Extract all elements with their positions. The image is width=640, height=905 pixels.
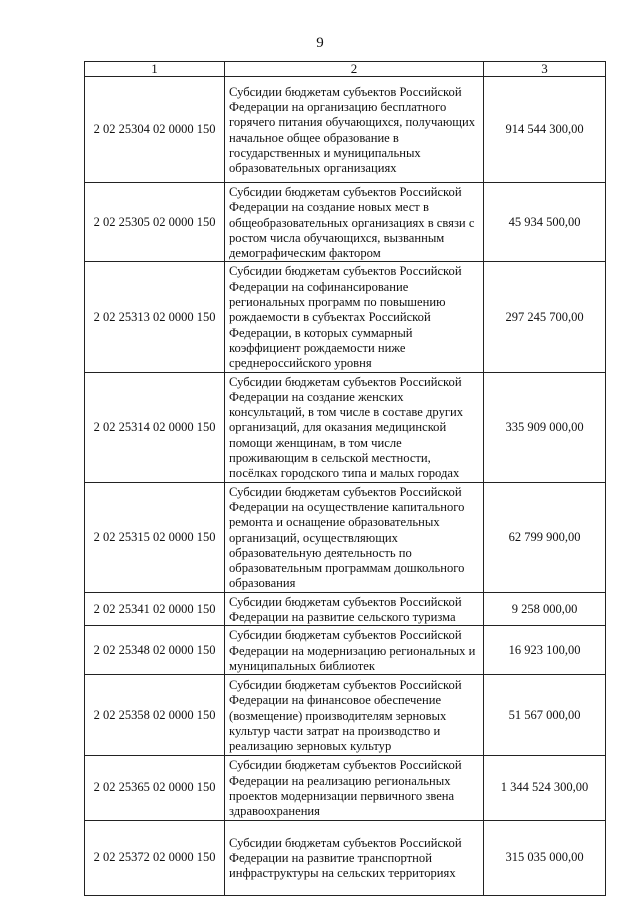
description-cell: Субсидии бюджетам субъектов Российской Федерации на развитие сельского туризма — [225, 592, 484, 626]
income-code-cell: 2 02 25365 02 0000 150 — [85, 756, 225, 820]
table-row — [85, 626, 606, 675]
income-code-cell: 2 02 25372 02 0000 150 — [85, 820, 225, 895]
income-code-cell: 2 02 25304 02 0000 150 — [85, 77, 225, 183]
income-code-cell: 2 02 25314 02 0000 150 — [85, 372, 225, 482]
amount-cell: 1 344 524 300,00 — [484, 756, 606, 820]
table-row — [85, 675, 606, 756]
table-row — [85, 482, 606, 592]
table-row — [85, 820, 606, 895]
amount-cell: 914 544 300,00 — [484, 77, 606, 183]
amount-cell: 62 799 900,00 — [484, 482, 606, 592]
description-cell: Субсидии бюджетам субъектов Российской Федерации на финансовое обеспечение (возмещение) производителям зерновых культур части затрат на производство и реализацию зерновых культур — [225, 675, 484, 756]
amount-cell: 315 035 000,00 — [484, 820, 606, 895]
description-cell: Субсидии бюджетам субъектов Российской Федерации на софинансирование региональных программ по повышению рождаемости в субъектах Российской Федерации, в которых суммарный коэффициент рождаемости ниже среднероссийского уровня — [225, 262, 484, 372]
income-code-cell: 2 02 25313 02 0000 150 — [85, 262, 225, 372]
description-cell: Субсидии бюджетам субъектов Российской Федерации на организацию бесплатного горячего питания обучающихся, получающих начальное общее образование в государственных и муниципальных образовательных организациях — [225, 77, 484, 183]
description-cell: Субсидии бюджетам субъектов Российской Федерации на создание женских консультаций, в том числе в составе других организаций, для оказания медицинской помощи женщинам, в том числе проживающим в сельской местности, посёлках городского типа и малых городах — [225, 372, 484, 482]
amount-cell: 51 567 000,00 — [484, 675, 606, 756]
column-header-amount: 3 — [484, 62, 606, 77]
table-row — [85, 372, 606, 482]
amount-cell: 16 923 100,00 — [484, 626, 606, 675]
table-row — [85, 183, 606, 262]
income-code-cell: 2 02 25315 02 0000 150 — [85, 482, 225, 592]
table-row — [85, 756, 606, 820]
income-code-cell: 2 02 25341 02 0000 150 — [85, 592, 225, 626]
column-header-description: 2 — [225, 62, 484, 77]
amount-cell: 9 258 000,00 — [484, 592, 606, 626]
table-row — [85, 592, 606, 626]
amount-cell: 45 934 500,00 — [484, 183, 606, 262]
description-cell: Субсидии бюджетам субъектов Российской Федерации на реализацию региональных проектов модернизации первичного звена здравоохранения — [225, 756, 484, 820]
income-code-cell: 2 02 25358 02 0000 150 — [85, 675, 225, 756]
description-cell: Субсидии бюджетам субъектов Российской Федерации на осуществление капитального ремонта и оснащение образовательных организаций, осуществляющих образовательную деятельность по образовательным программам дошкольного образования — [225, 482, 484, 592]
budget-table — [84, 61, 606, 896]
column-header-code: 1 — [85, 62, 225, 77]
table-header-row — [85, 62, 606, 77]
income-code-cell: 2 02 25348 02 0000 150 — [85, 626, 225, 675]
amount-cell: 297 245 700,00 — [484, 262, 606, 372]
description-cell: Субсидии бюджетам субъектов Российской Федерации на создание новых мест в общеобразовательных организациях в связи с ростом числа обучающихся, вызванным демографическим фактором — [225, 183, 484, 262]
table-row — [85, 262, 606, 372]
page-number: 9 — [316, 35, 324, 51]
table-row — [85, 77, 606, 183]
description-cell: Субсидии бюджетам субъектов Российской Федерации на развитие транспортной инфраструктуры на сельских территориях — [225, 820, 484, 895]
income-code-cell: 2 02 25305 02 0000 150 — [85, 183, 225, 262]
amount-cell: 335 909 000,00 — [484, 372, 606, 482]
description-cell: Субсидии бюджетам субъектов Российской Федерации на модернизацию региональных и муниципальных библиотек — [225, 626, 484, 675]
